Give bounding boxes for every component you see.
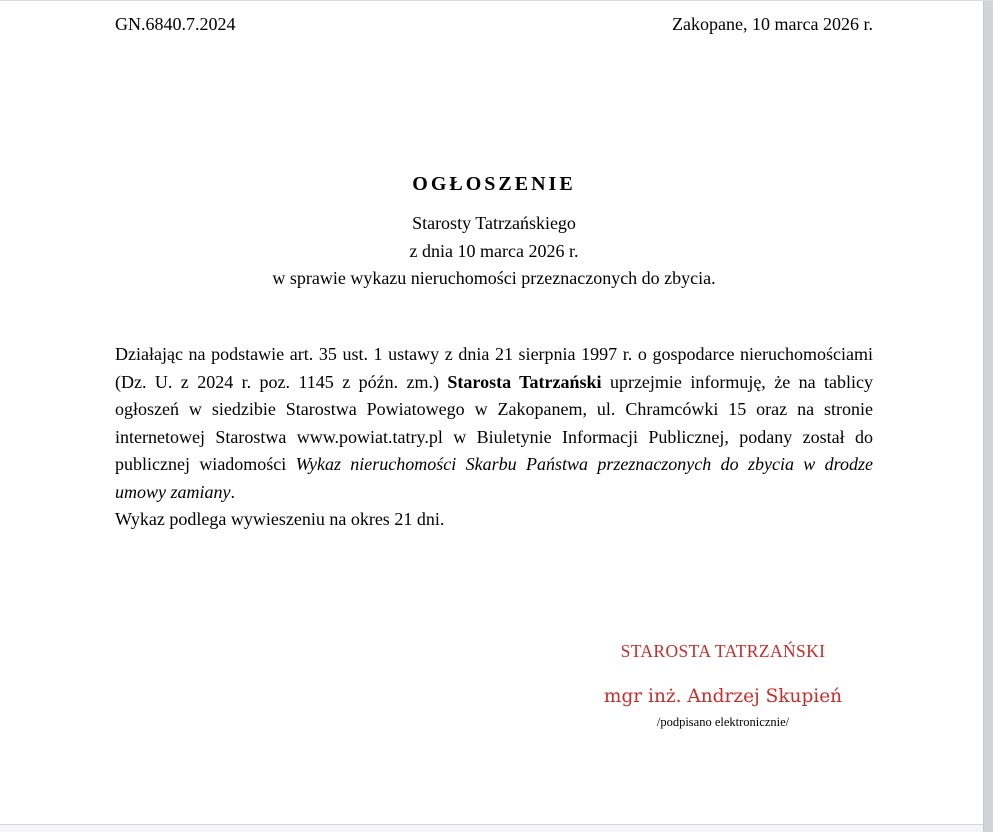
signature-electronic-note: /podpisano elektronicznie/ [656,715,790,729]
body-part-1: Działając na podstawie art. 35 ust. 1 ustawy z dnia 21 sierpnia 1997 r. o gospodarce nieruchomościami (Dz. U. z 2024 r. poz. 1145 z późn. zm.) [115,344,873,392]
signature-name: mgr inż. Andrzej Skupień [603,686,843,707]
document-title: OGŁOSZENIE [412,173,576,195]
body-part-3: . [230,481,235,502]
place-and-date: Zakopane, 10 marca 2026 r. [672,14,873,34]
body-text [115,341,873,534]
signature-block [565,641,881,730]
body-bold-name: Starosta Tatrzański [447,371,602,392]
title-block [115,172,873,293]
signature-role: STAROSTA TATRZAŃSKI [620,641,826,661]
title-subject: w sprawie wykazu nieruchomości przeznaczonych do zbycia. [272,268,716,288]
body-italic-list-title: Wykaz nieruchomości Skarbu Państwa przeznaczonych do zbycia w drodze umowy zamiany [115,454,873,502]
body-closing-line: Wykaz podlega wywieszeniu na okres 21 dni. [115,509,445,529]
document-header [115,13,873,35]
body-part-2: uprzejmie informuję, że na tablicy ogłoszeń w siedzibie Starostwa Powiatowego w Zakopanem, ul. Chramcówki 15 oraz na stronie internetowej Starostwa www.powiat.tatry.pl w Biuletynie Informacji Publicznej, podany został do publicznej wiadomości [115,371,873,474]
body-paragraph [115,341,873,506]
title-issuer: Starosty Tatrzańskiego [412,213,576,233]
reference-number: GN.6840.7.2024 [115,14,236,34]
title-date: z dnia 10 marca 2026 r. [409,240,579,261]
page-bottom-edge [0,824,983,832]
scrollbar[interactable] [983,1,993,832]
